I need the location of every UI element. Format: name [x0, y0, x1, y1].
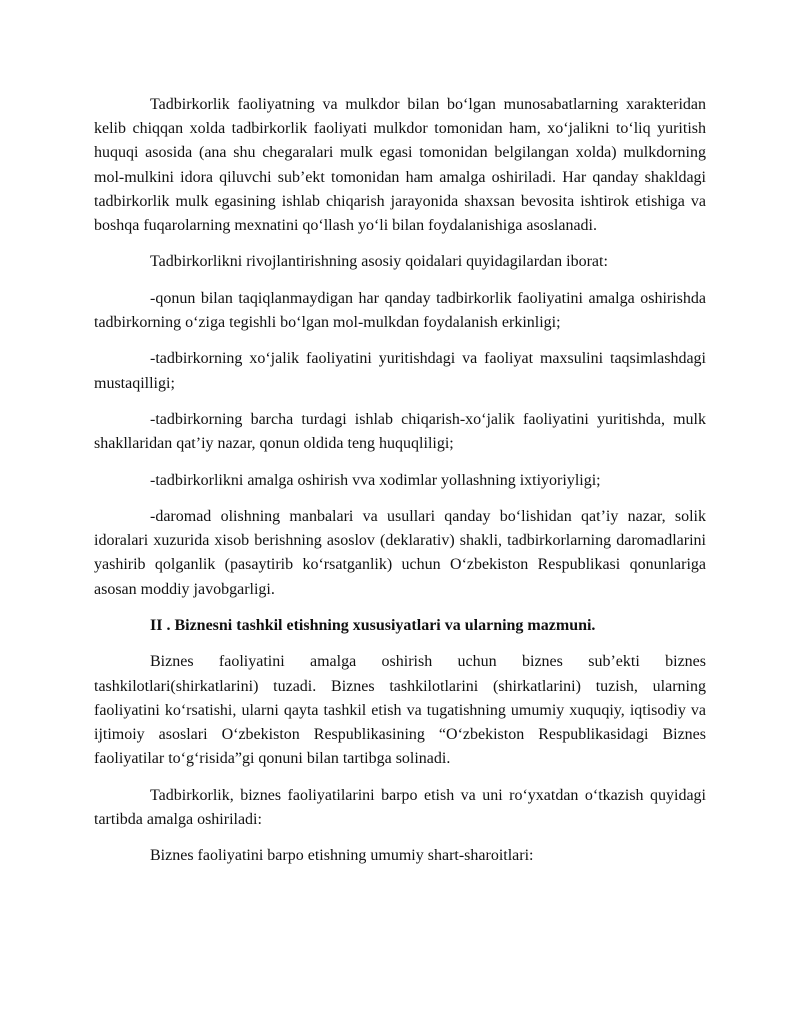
- paragraph-business-organizations: Biznes faoliyatini amalga oshirish uchun biznes sub’ekti biznes tashkilotlari(shirkatlarini) tuzadi. Biznes tashkilotlarini (shirkatlarini) tuzish, ularning faoliyatini ko‘rsatishi, ularni qayta tashkil etish va tugatishning umumiy xuquqiy, iqtisodiy va ijtimoiy asoslari O‘zbekiston Respublikasining “O‘zbekiston Respublikasidagi Biznes faoliyatilar to‘g‘risida”gi qonuni bilan tartibga solinadi.: [94, 653, 706, 768]
- list-item-property-freedom: -qonun bilan taqiqlanmaydigan har qanday tadbirkorlik faoliyatini amalga oshirishda tadbirkorning o‘ziga tegishli bo‘lgan mol-mulkdan foydalanish erkinligi;: [94, 289, 706, 331]
- list-item-independence: -tadbirkorning xo‘jalik faoliyatini yuritishdagi va faoliyat maxsulini taqsimlashdagi mustaqilligi;: [94, 350, 706, 392]
- section-heading: II . Biznesni tashkil etishning xususiyatlari va ularning mazmuni.: [150, 616, 596, 634]
- paragraph-principles-intro: Tadbirkorlikni rivojlantirishning asosiy qoidalari quyidagilardan iborat:: [150, 253, 608, 271]
- list-item-voluntary-hiring: -tadbirkorlikni amalga oshirish vva xodimlar yollashning ixtiyoriyligi;: [150, 471, 601, 489]
- paragraph-ownership: Tadbirkorlik faoliyatning va mulkdor bilan bo‘lgan munosabatlarning xarakteridan kelib chiqqan xolda tadbirkorlik faoliyati mulkdor tomonidan ham, xo‘jalikni to‘liq yuritish huquqi asosida (ana shu chegaralari mulk egasi tomonidan belgilangan xolda) mulkdorning mol-mulkini idora qiluvchi sub’ekt tomonidan ham amalga oshiriladi. Har qanday shakldagi tadbirkorlik mulk egasining ishlab chiqarish jarayonida shaxsan bevosita ishtirok etishiga va boshqa fuqarolarning mexnatini qo‘llash yo‘li bilan foydalanishiga asoslanadi.: [94, 96, 706, 235]
- list-item-equal-rights: -tadbirkorning barcha turdagi ishlab chiqarish-xo‘jalik faoliyatini yuritishda, mulk shakllaridan qat’iy nazar, qonun oldida teng huquqliligi;: [94, 410, 706, 453]
- paragraph-general-conditions: Biznes faoliyatini barpo etishning umumiy shart-sharoitlari:: [150, 847, 534, 865]
- document-page: [94, 93, 706, 881]
- list-item-tax-responsibility: -daromad olishning manbalari va usullari qanday bo‘lishidan qat’iy nazar, solik idoralari xuzurida xisob berishning asoslov (deklarativ) shakli, tadbirkorlarning daromadlarini yashirib qolganlik (pasaytirib ko‘rsatganlik) uchun O‘zbekiston Respublikasi qonunlariga asosan moddiy javobgarligi.: [94, 507, 706, 598]
- paragraph-registration-order: Tadbirkorlik, biznes faoliyatilarini barpo etish va uni ro‘yxatdan o‘tkazish quyidagi tartibda amalga oshiriladi:: [94, 786, 706, 828]
